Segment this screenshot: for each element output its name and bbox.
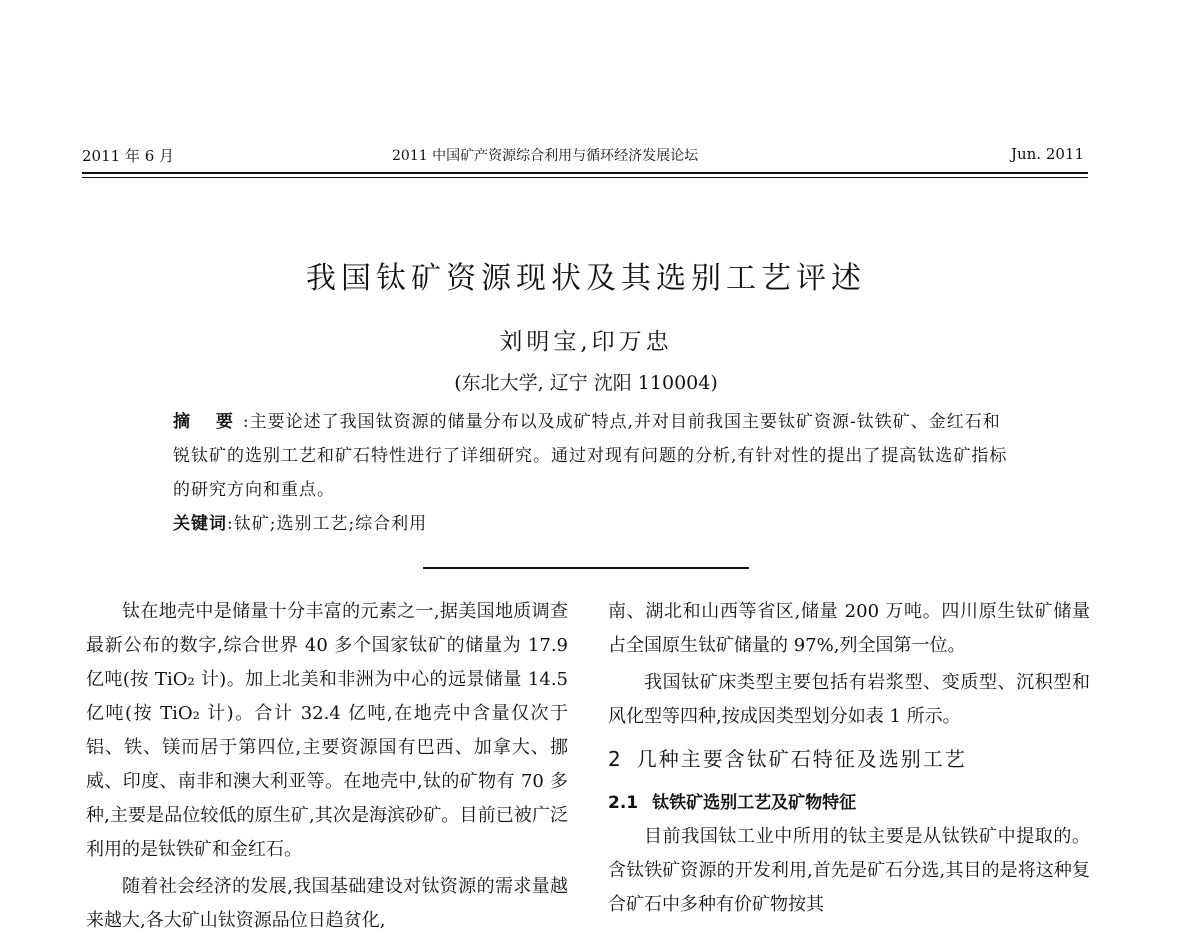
right-column [608,595,1090,925]
section-number: 2 [608,747,623,771]
paragraph: 南、湖北和山西等省区,储量 200 万吨。四川原生钛矿储量占全国原生钛矿储量的 97%,列全国第一位。 [608,601,1090,656]
abstract-label: 摘 要 [173,412,243,432]
keywords-label: 关键词 [173,514,227,534]
abstract-separator [423,567,749,569]
header-rule-thick [82,172,1088,174]
paragraph: 钛在地壳中是储量十分丰富的元素之一,据美国地质调查最新公布的数字,综合世界 40 多个国家钛矿的储量为 17.9 亿吨(按 TiO₂ 计)。加上北美和非洲为中心的远景储量 14.5 亿吨(按 TiO₂ 计)。合计 32.4 亿吨,在地壳中含量仅次于铝、铁、镁而居于第四位,主要资源国有巴西、加拿大、挪威、印度、南非和澳大利亚等。在地壳中,钛的矿物有 70 多种,主要是品位较低的原生矿,其次是海滨砂矿。目前已被广泛利用的是钛铁矿和金红石。 [86,601,568,860]
affiliation: (东北大学, 辽宁 沈阳 110004) [454,372,718,394]
keywords-text: :钛矿;选别工艺;综合利用 [227,514,428,534]
header-forum-title: 2011 中国矿产资源综合利用与循环经济发展论坛 [392,148,699,164]
header-date: 2011 年 6 月 [82,147,175,165]
header-date-en: Jun. 2011 [1010,145,1084,163]
paper-title: 我国钛矿资源现状及其选别工艺评述 [306,261,866,296]
subsection-number: 2.1 [608,793,639,813]
left-column [86,595,568,941]
subsection-title: 钛铁矿选别工艺及矿物特征 [652,793,857,813]
paragraph: 目前我国钛工业中所用的钛主要是从钛铁矿中提取的。含钛铁矿资源的开发利用,首先是矿石分选,其目的是将这种复合矿石中多种有价矿物按其 [608,826,1090,915]
section-heading [608,742,1090,776]
authors: 刘明宝,印万忠 [499,329,673,355]
subsection-heading [608,786,1090,820]
abstract-text: :主要论述了我国钛资源的储量分布以及成矿特点,并对目前我国主要钛矿资源-钛铁矿、金红石和锐钛矿的选别工艺和矿石特性进行了详细研究。通过对现有问题的分析,有针对性的提出了提高钛选矿指标的研究方向和重点。 [173,412,1008,500]
header-rule-thin [82,177,1088,178]
keywords [173,507,1013,541]
paragraph: 我国钛矿床类型主要包括有岩浆型、变质型、沉积型和风化型等四种,按成因类型划分如表 1 所示。 [608,672,1090,727]
section-title: 几种主要含钛矿石特征及选别工艺 [636,747,967,771]
paragraph: 随着社会经济的发展,我国基础建设对钛资源的需求量越来越大,各大矿山钛资源品位日趋贫化, [86,876,568,931]
abstract [173,405,1013,507]
